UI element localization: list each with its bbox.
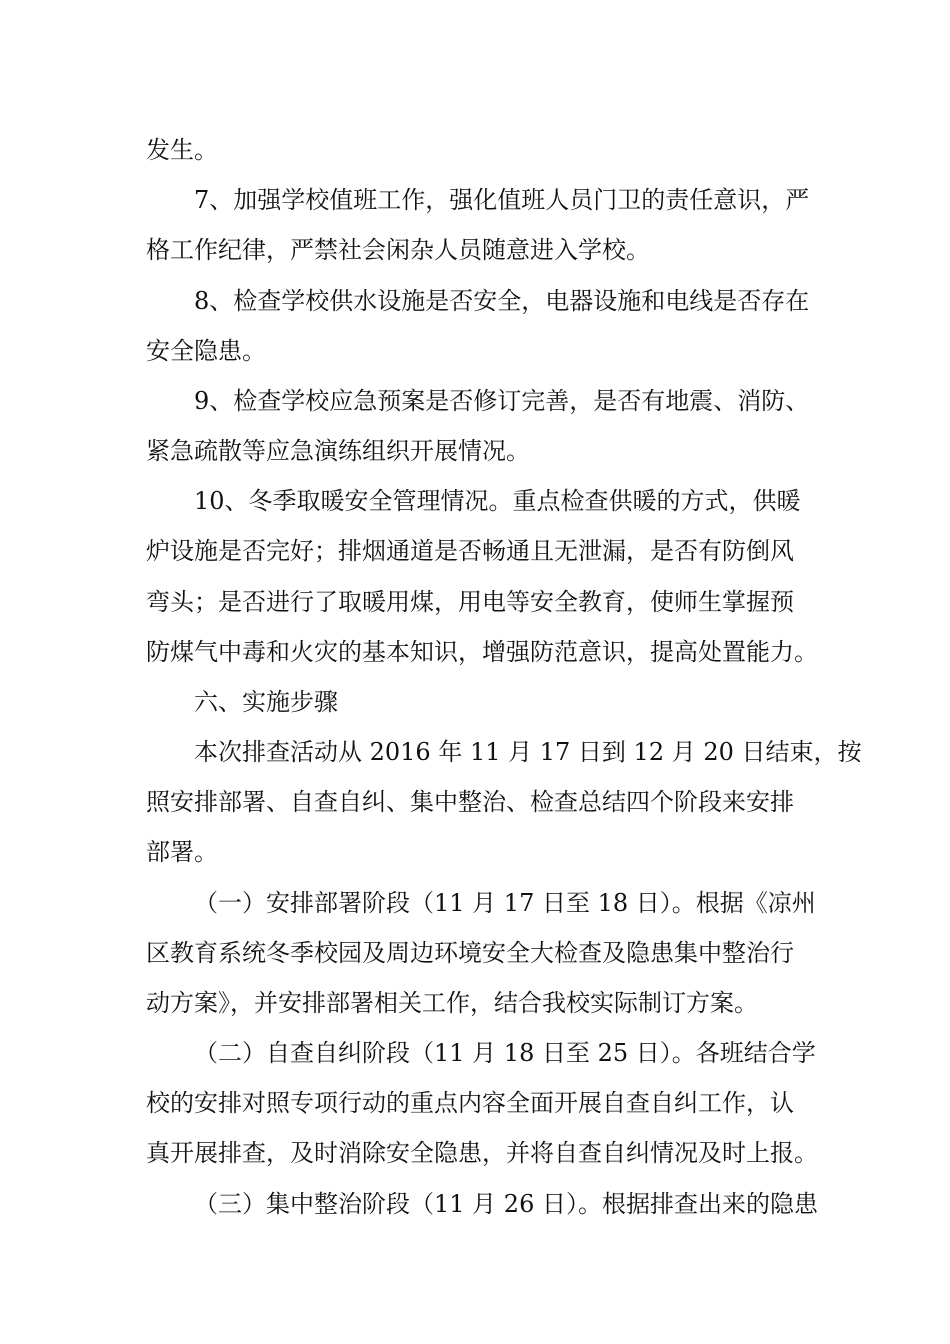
text-line: 动方案》，并安排部署相关工作，结合我校实际制订方案。 <box>146 989 758 1017</box>
text-line: （三）集中整治阶段（11 月 26 日）。根据排查出来的隐患 <box>194 1190 818 1218</box>
text-line: 9、检查学校应急预案是否修订完善，是否有地震、消防、 <box>194 387 810 415</box>
text-line: 格工作纪律，严禁社会闲杂人员随意进入学校。 <box>146 236 650 264</box>
text-line: （二）自查自纠阶段（11 月 18 日至 25 日）。各班结合学 <box>194 1039 816 1067</box>
text-line: 防煤气中毒和火灾的基本知识，增强防范意识，提高处置能力。 <box>146 638 818 666</box>
text-line: 7、加强学校值班工作，强化值班人员门卫的责任意识，严 <box>194 186 810 214</box>
text-line: 发生。 <box>146 136 218 164</box>
text-line: 本次排查活动从 2016 年 11 月 17 日到 12 月 20 日结束，按 <box>194 738 862 766</box>
text-line: 真开展排查，及时消除安全隐患，并将自查自纠情况及时上报。 <box>146 1139 818 1167</box>
text-line: 弯头；是否进行了取暖用煤，用电等安全教育，使师生掌握预 <box>146 588 794 616</box>
text-line: 紧急疏散等应急演练组织开展情况。 <box>146 437 530 465</box>
text-line: 10、冬季取暖安全管理情况。重点检查供暖的方式，供暖 <box>194 487 801 515</box>
text-line: 照安排部署、自查自纠、集中整治、检查总结四个阶段来安排 <box>146 788 794 816</box>
text-line: 安全隐患。 <box>146 337 266 365</box>
text-line: 炉设施是否完好；排烟通道是否畅通且无泄漏，是否有防倒风 <box>146 537 794 565</box>
text-line: 校的安排对照专项行动的重点内容全面开展自查自纠工作，认 <box>146 1089 794 1117</box>
text-line: 8、检查学校供水设施是否安全，电器设施和电线是否存在 <box>194 287 810 315</box>
text-line: 部署。 <box>146 838 218 866</box>
section-heading: 六、实施步骤 <box>194 688 338 716</box>
text-line: 区教育系统冬季校园及周边环境安全大检查及隐患集中整治行 <box>146 939 794 967</box>
text-line: （一）安排部署阶段（11 月 17 日至 18 日）。根据《凉州 <box>194 889 816 917</box>
